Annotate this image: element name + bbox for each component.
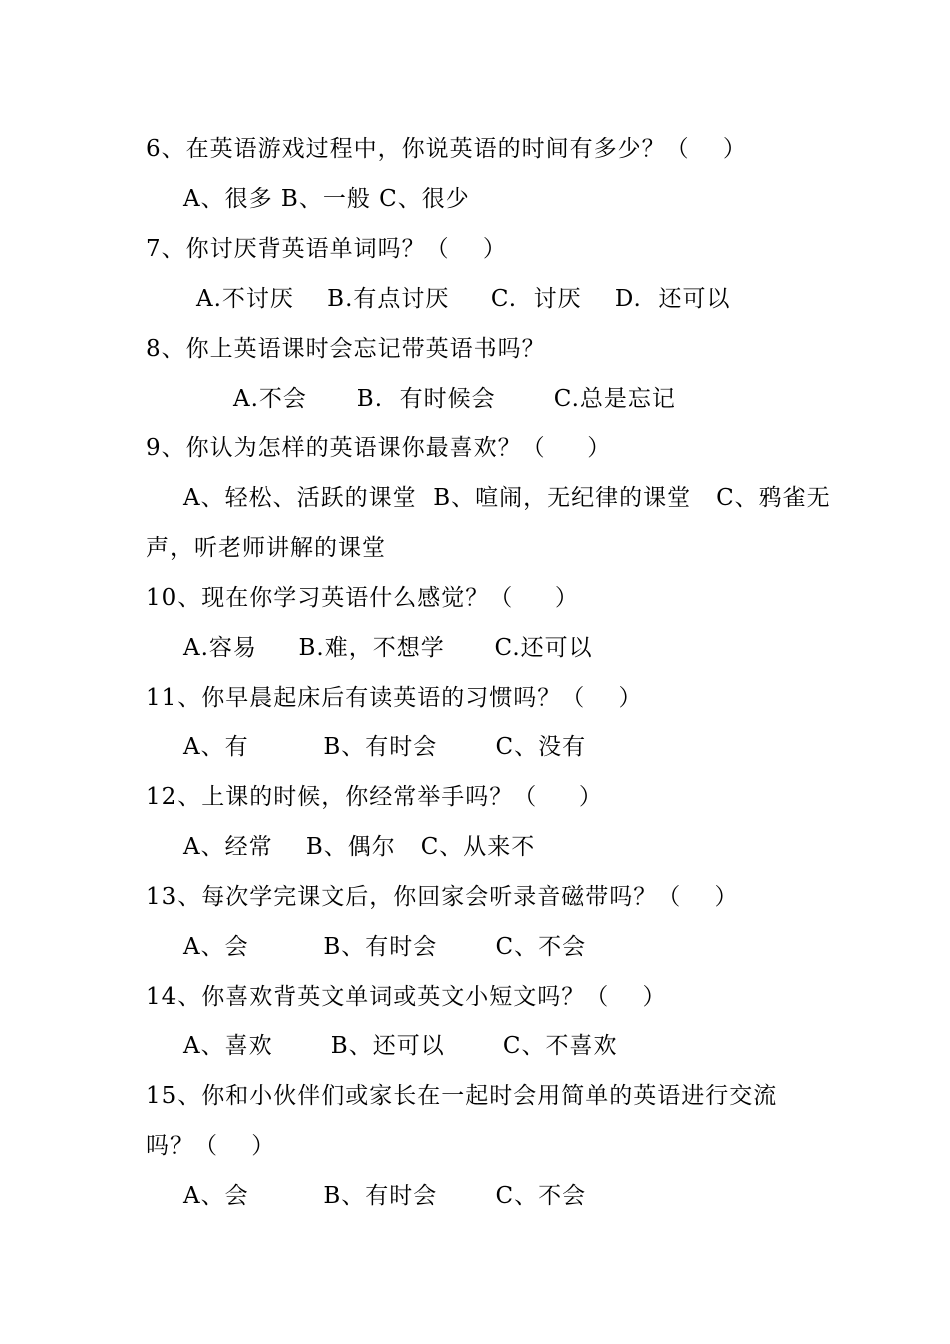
question-15-options: A、会 B、有时会 C、不会 [183, 1183, 587, 1209]
question-11-options: A、有 B、有时会 C、没有 [183, 734, 587, 760]
question-13-options: A、会 B、有时会 C、不会 [183, 934, 587, 960]
question-7-options: A.不讨厌 B.有点讨厌 C. 讨厌 D. 还可以 [196, 286, 731, 312]
question-10-options: A.容易 B.难，不想学 C.还可以 [183, 635, 593, 661]
question-11: 11、你早晨起床后有读英语的习惯吗？（ ） [146, 685, 643, 711]
question-15: 15、你和小伙伴们或家长在一起时会用简单的英语进行交流 [146, 1083, 778, 1109]
question-9-options-continued: 声，听老师讲解的课堂 [146, 535, 386, 561]
question-8-options: A.不会 B. 有时候会 C.总是忘记 [233, 386, 676, 412]
question-6: 6、在英语游戏过程中，你说英语的时间有多少？（ ） [146, 136, 747, 162]
question-13: 13、每次学完课文后，你回家会听录音磁带吗？（ ） [146, 884, 739, 910]
question-7: 7、你讨厌背英语单词吗？（ ） [146, 236, 507, 262]
question-9: 9、你认为怎样的英语课你最喜欢？（ ） [146, 435, 612, 461]
question-6-options: A、很多 B、一般 C、很少 [183, 186, 470, 212]
question-14: 14、你喜欢背英文单词或英文小短文吗？（ ） [146, 984, 667, 1010]
question-10: 10、现在你学习英语什么感觉？（ ） [146, 585, 579, 611]
question-14-options: A、喜欢 B、还可以 C、不喜欢 [183, 1033, 618, 1059]
question-12: 12、上课的时候，你经常举手吗？（ ） [146, 784, 603, 810]
question-9-options: A、轻松、活跃的课堂 B、喧闹，无纪律的课堂 C、鸦雀无 [183, 485, 831, 511]
question-15-continued: 吗？（ ） [146, 1133, 276, 1159]
question-12-options: A、经常 B、偶尔 C、从来不 [183, 834, 536, 860]
question-8: 8、你上英语课时会忘记带英语书吗？ [146, 336, 546, 362]
